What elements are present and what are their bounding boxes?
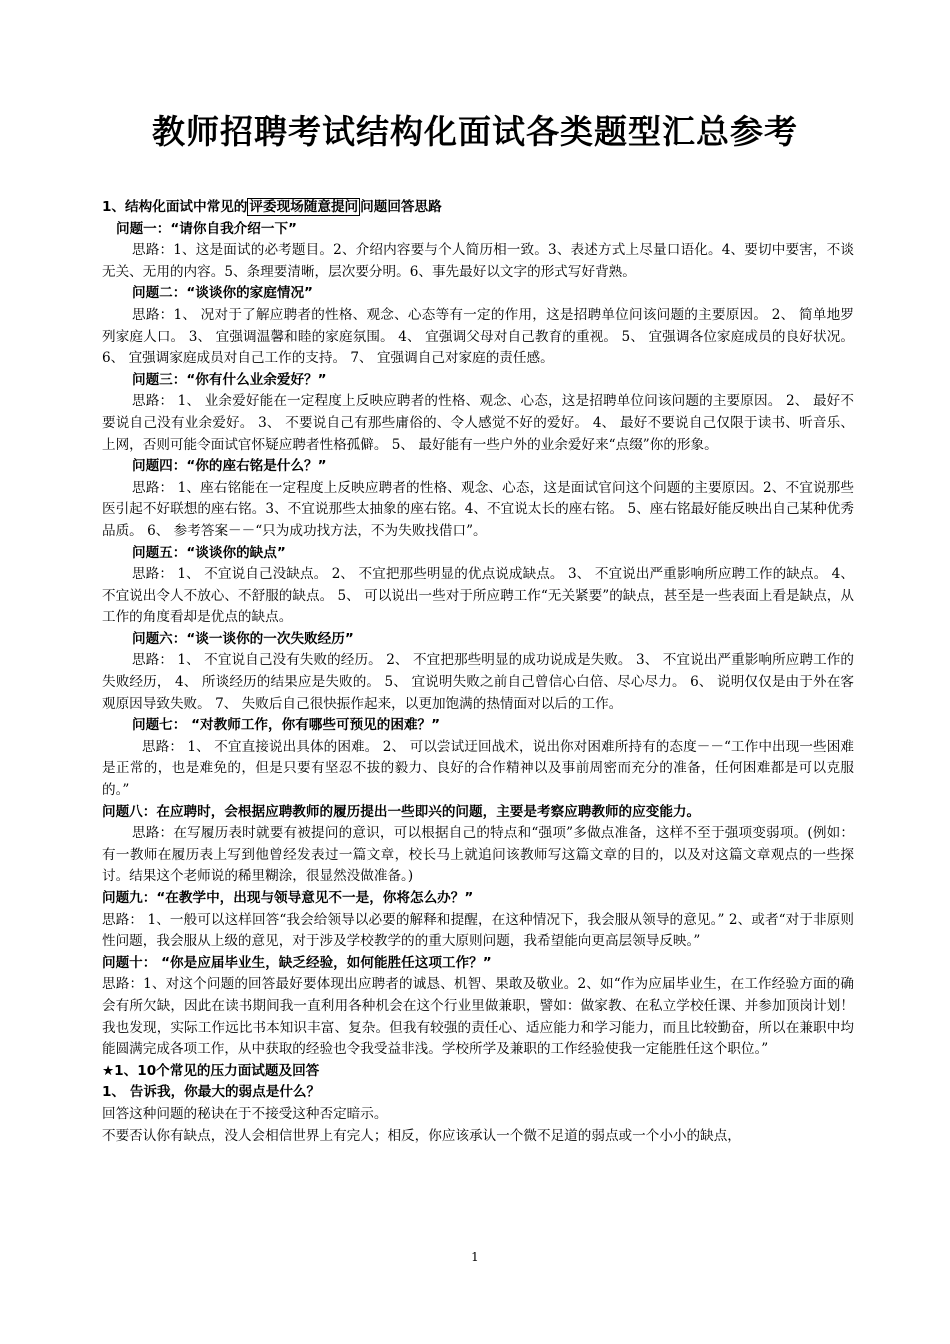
question-heading-7: 问题七： “对教师工作，你有哪些可预见的困难？” xyxy=(132,717,441,734)
question-heading-9: 问题九：“在教学中，出现与领导意见不一是，你将怎么办？” xyxy=(102,890,474,906)
page-number: 1 xyxy=(471,1250,479,1264)
document-title: 教师招聘考试结构化面试各类题型汇总参考 xyxy=(152,112,798,151)
question-heading-2: 问题二：“谈谈你的家庭情况” xyxy=(132,285,313,302)
question-answer-4: 思路： 1、座右铭能在一定程度上反映应聘者的性格、观念、心态，这是面试官问这个问题的主要原因。2、不宜说那些医引起不好联想的座右铭。3、不宜说那些太抽象的座右铭。4、不宜说太长的座右铭。 5、座右铭最好能反映出自己某种优秀品质。 6、 参考答案－－“只为成功找方法，不为失败找借口”。 xyxy=(102,479,854,539)
section-heading-suffix: 问题回答思路 xyxy=(360,199,442,215)
document-body xyxy=(102,197,854,1147)
question-answer-9: 思路： 1、一般可以这样回答“我会给领导以必要的解释和提醒，在这种情况下，我会服从领导的意见。” 2、或者“对于非原则性问题，我会服从上级的意见，对于涉及学校教学的的重大原则问题，我希望能向更高层领导反映。” xyxy=(102,911,854,950)
question-answer-10: 思路：1、对这个问题的回答最好要体现出应聘者的诚恳、机智、果敢及敬业。2、如“作为应届毕业生，在工作经验方面的确会有所欠缺，因此在读书期间我一直利用各种机会在这个行业里做兼职，譬如：做家教、在私立学校任课、并参加顶岗计划！我也发现，实际工作远比书本知识丰富、复杂。但我有较强的责任心、适应能力和学习能力，而且比较勤奋，所以在兼职中均能圆满完成各项工作，从中获取的经验也令我受益非浅。学校所学及兼职的工作经验使我一定能胜任这个职位。” xyxy=(102,976,854,1058)
question-answer-5: 思路： 1、 不宜说自己没缺点。 2、 不宜把那些明显的优点说成缺点。 3、 不宜说出严重影响所应聘工作的缺点。 4、 不宜说出令人不放心、不舒服的缺点。 5、 可以说出一些对于所应聘工作“无关紧要”的缺点，甚至是一些表面上看是缺点，从工作的角度看却是优点的缺点。 xyxy=(102,566,854,626)
question-answer-1: 思路：1、这是面试的必考题目。2、介绍内容要与个人简历相一致。3、表述方式上尽量口语化。4、要切中要害，不谈无关、无用的内容。5、条理要清晰，层次要分明。6、事先最好以文字的形式写好背熟。 xyxy=(102,242,854,280)
pressure-answer-line-2: 不要否认你有缺点，没人会相信世界上有完人；相反，你应该承认一个微不足道的弱点或一个小小的缺点， xyxy=(102,1127,741,1144)
question-answer-7: 思路： 1、 不宜直接说出具体的困难。 2、 可以尝试迂回战术，说出你对困难所持有的态度－－“工作中出现一些困难是正常的，也是难免的，但是只要有坚忍不拔的毅力、良好的合作精神以及事前周密而充分的准备，任何困难都是可以克服的。” xyxy=(102,738,854,799)
question-heading-6: 问题六：“谈一谈你的一次失败经历” xyxy=(132,630,354,647)
question-answer-2: 思路：1、 况对于了解应聘者的性格、观念、心态等有一定的作用，这是招聘单位问该问题的主要原因。 2、 简单地罗列家庭人口。 3、 宜强调温馨和睦的家庭氛围。 4、 宜强调父母对自己教育的重视。 5、 宜强调各位家庭成员的良好状况。 6、 宜强调家庭成员对自己工作的支持。 7、 宜强调自己对家庭的责任感。 xyxy=(102,306,854,367)
question-heading-1: 问题一：“请你自我介绍一下” xyxy=(116,220,297,237)
pressure-question-1: 1、 告诉我，你最大的弱点是什么？ xyxy=(102,1084,321,1101)
question-heading-3: 问题三：“你有什么业余爱好？” xyxy=(132,371,327,388)
section-heading-1 xyxy=(102,197,854,219)
section-heading-pressure: ★1、10个常见的压力面试题及回答 xyxy=(102,1062,320,1079)
pressure-answer-line-1: 回答这种问题的秘诀在于不接受这种否定暗示。 xyxy=(102,1105,388,1122)
question-heading-4: 问题四：“你的座右铭是什么？” xyxy=(132,458,327,475)
section-heading-boxed-text: 评委现场随意提问 xyxy=(249,199,359,215)
question-heading-5: 问题五：“谈谈你的缺点” xyxy=(132,544,286,561)
question-answer-6: 思路： 1、 不宜说自己没有失败的经历。 2、 不宜把那些明显的成功说成是失败。 3、 不宜说出严重影响所应聘工作的失败经历， 4、 所谈经历的结果应是失败的。 5、 宜说明失败之前自己曾信心白倍、尽心尽力。 6、 说明仅仅是由于外在客观原因导致失败。 7、 失败后自己很快振作起来，以更加饱满的热情面对以后的工作。 xyxy=(102,652,854,712)
question-heading-10: 问题十： “你是应届毕业生，缺乏经验，如何能胜任这项工作？” xyxy=(102,954,492,971)
question-answer-3: 思路： 1、 业余爱好能在一定程度上反映应聘者的性格、观念、心态，这是招聘单位问该问题的主要原因。 2、 最好不要说自己没有业余爱好。 3、 不要说自己有那些庸俗的、令人感觉不好的爱好。 4、 最好不要说自己仅限于读书、听音乐、上网，否则可能令面试官怀疑应聘者性格孤僻。 5、 最好能有一些户外的业余爱好来“点缀”你的形象。 xyxy=(102,393,854,453)
question-heading-8: 问题八：在应聘时，会根据应聘教师的履历提出一些即兴的问题，主要是考察应聘教师的应变能力。 xyxy=(102,803,701,820)
question-answer-8: 思路：在写履历表时就要有被提问的意识，可以根据自己的特点和“强项”多做点准备，这样不至于强项变弱项。(例如：有一教师在履历表上写到他曾经发表过一篇文章，校长马上就追问该教师写这篇文章的目的，以及对这篇文章观点的一些探讨。结果这个老师说的稀里糊涂，很显然没做准备。) xyxy=(102,825,854,885)
section-heading-prefix: 1、结构化面试中常见的 xyxy=(102,199,248,215)
